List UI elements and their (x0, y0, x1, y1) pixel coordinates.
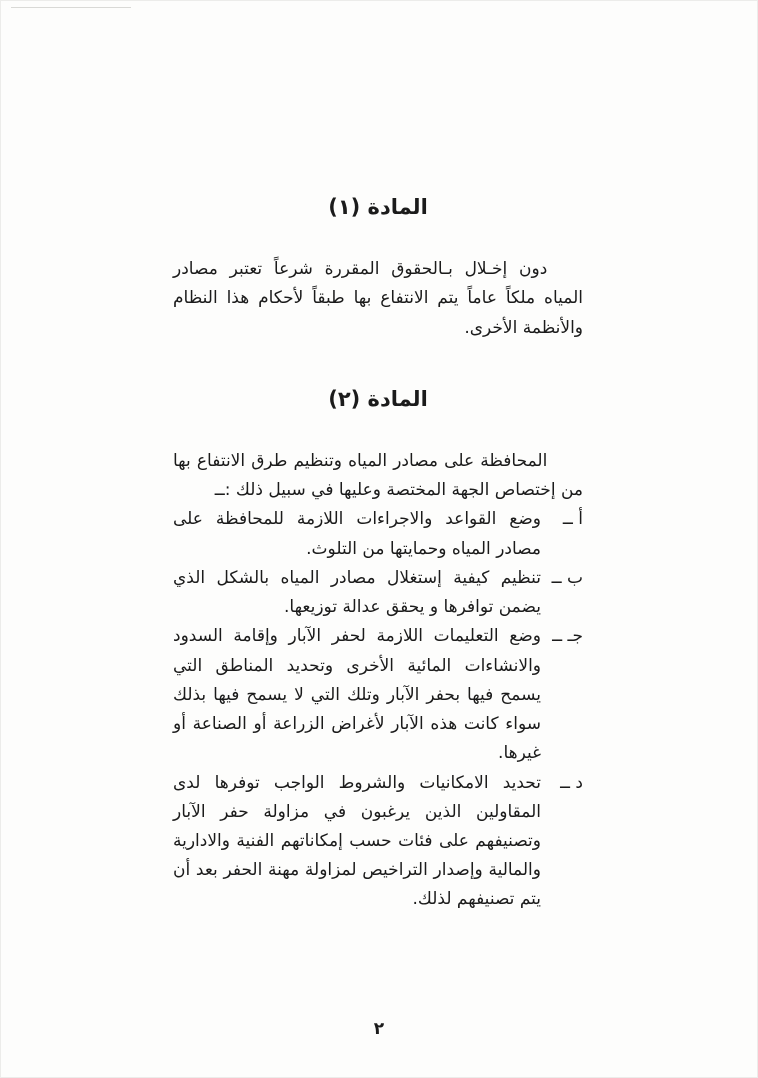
article-1-body: دون إخـلال بـالحقوق المقررة شرعاً تعتبر مصادر المياه ملكاً عاماً يتم الانتفاع بها طبقاً لأحكام هذا النظام والأنظمة الأخرى. (173, 259, 583, 338)
item-marker: ب ــ (551, 567, 583, 588)
article-2-intro: المحافظة على مصادر المياه وتنظيم طرق الانتفاع بها من إختصاص الجهة المختصة وعليها في سبيل ذلك :ــ (173, 450, 583, 501)
list-item (173, 622, 583, 768)
page-number: ٢ (373, 1019, 385, 1039)
item-text: تحديد الامكانيات والشروط الواجب توفرها لدى المقاولين الذين يرغبون في مزاولة حفر الآبار وتصنيفهم على فئات حسب إمكاناتهم الفنية والادارية والمالية وإصدار التراخيص لمزاولة مهنة الحفر بعد أن يتم تصنيفهم لذلك. (173, 772, 541, 910)
item-text: تنظيم كيفية إستغلال مصادر المياه بالشكل الذي يضمن توافرها و يحقق عدالة توزيعها. (173, 567, 541, 618)
item-text: وضع القواعد والاجراءات اللازمة للمحافظة على مصادر المياه وحمايتها من التلوث. (173, 509, 541, 559)
article-2-heading: المادة (٢) (328, 386, 428, 411)
item-marker: أ ــ (562, 509, 583, 530)
article-1-heading: المادة (١) (328, 195, 428, 219)
item-marker: د ــ (560, 772, 583, 793)
item-text: وضع التعليمات اللازمة لحفر الآبار وإقامة السدود والانشاءات المائية الأخرى وتحديد المناطق التي يسمح فيها بحفر الآبار وتلك التي لا يسمح فيها بذلك سواء كانت هذه الآبار لأغراض الزراعة أو الصناعة أو غيرها. (173, 626, 541, 764)
list-item (173, 564, 583, 622)
list-item (173, 505, 583, 563)
item-marker: جـ ــ (552, 626, 583, 647)
document-content (173, 189, 583, 915)
article-2-list (173, 505, 583, 914)
list-item (173, 769, 583, 915)
